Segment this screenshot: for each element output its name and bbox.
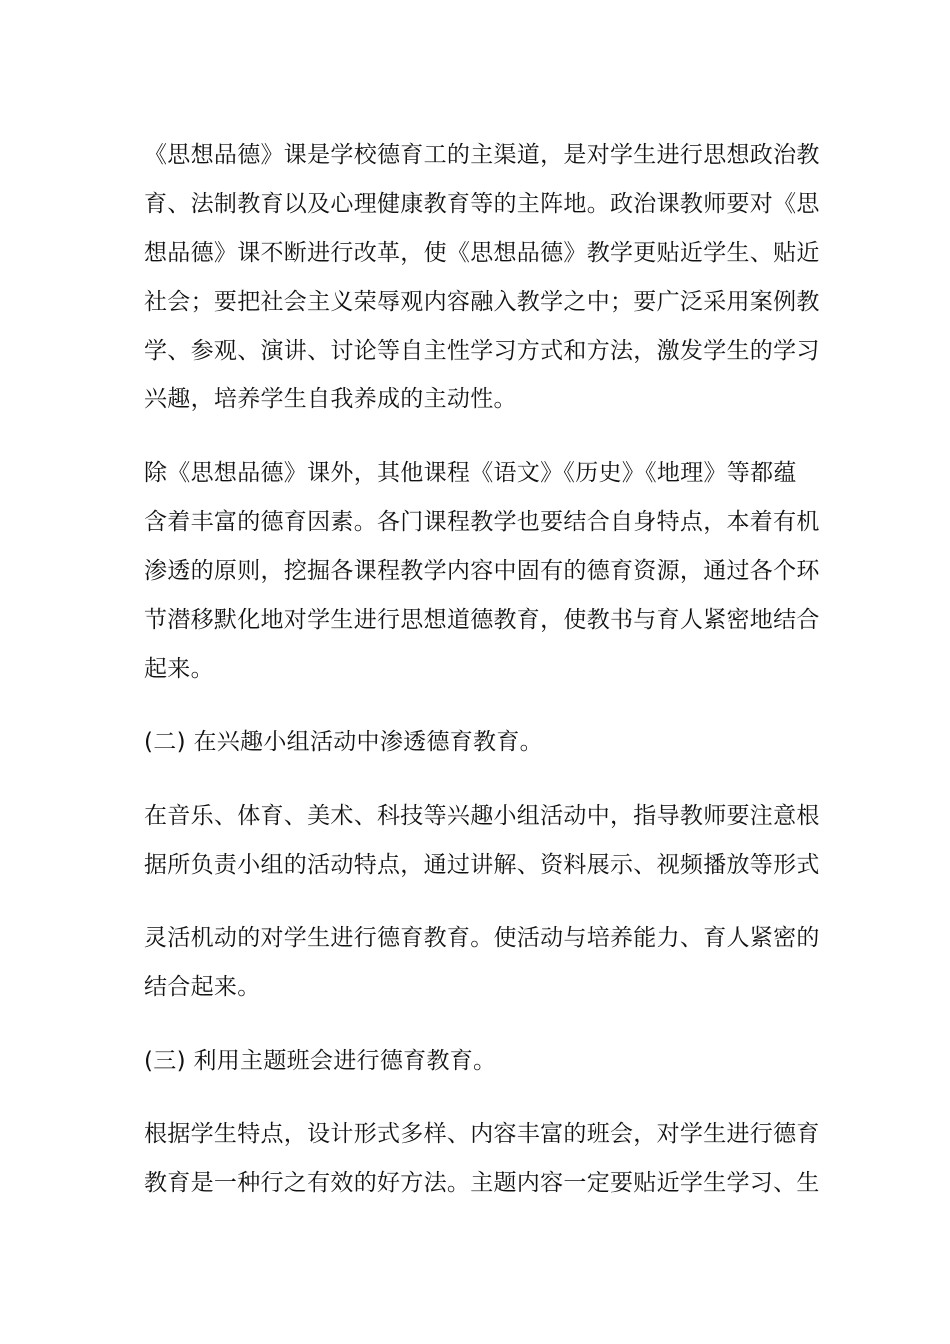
paragraph-1-line-5: 学、参观、演讲、讨论等自主性学习方式和方法，激发学生的学习 [144,338,820,364]
paragraph-1-line-1: 《思想品德》课是学校德育工的主渠道，是对学生进行思想政治教 [144,142,820,168]
paragraph-2-line-3: 渗透的原则，挖掘各课程教学内容中固有的德育资源，通过各个环 [144,558,820,584]
paragraph-4-line-2: 结合起来。 [144,974,261,1000]
paragraph-3-line-1: 在音乐、体育、美术、科技等兴趣小组活动中，指导教师要注意根 [144,803,820,829]
paragraph-1-line-3: 想品德》课不断进行改革，使《思想品德》教学更贴近学生、贴近 [144,240,820,266]
paragraph-2-line-1: 除《思想品德》课外，其他课程《语文》《历史》《地理》等都蕴 [144,460,797,486]
paragraph-1-line-6: 兴趣，培养学生自我养成的主动性。 [144,386,517,412]
paragraph-1-line-2: 育、法制教育以及心理健康教育等的主阵地。政治课教师要对《思 [144,191,820,217]
paragraph-2-line-4: 节潜移默化地对学生进行思想道德教育，使教书与育人紧密地结合 [144,607,820,633]
paragraph-5-line-2: 教育是一种行之有效的好方法。主题内容一定要贴近学生学习、生 [144,1170,820,1196]
paragraph-2-line-5: 起来。 [144,656,214,682]
paragraph-3-line-2: 据所负责小组的活动特点，通过讲解、资料展示、视频播放等形式 [144,852,820,878]
section-heading-3: (三) 利用主题班会进行德育教育。 [144,1048,497,1074]
paragraph-4-line-1: 灵活机动的对学生进行德育教育。使活动与培养能力、育人紧密的 [144,925,820,951]
section-heading-2: (二) 在兴趣小组活动中渗透德育教育。 [144,729,543,755]
paragraph-5-line-1: 根据学生特点，设计形式多样、内容丰富的班会，对学生进行德育 [144,1121,820,1147]
paragraph-2-line-2: 含着丰富的德育因素。各门课程教学也要结合自身特点，本着有机 [144,509,820,535]
paragraph-1-line-4: 社会；要把社会主义荣辱观内容融入教学之中；要广泛采用案例教 [144,289,820,315]
